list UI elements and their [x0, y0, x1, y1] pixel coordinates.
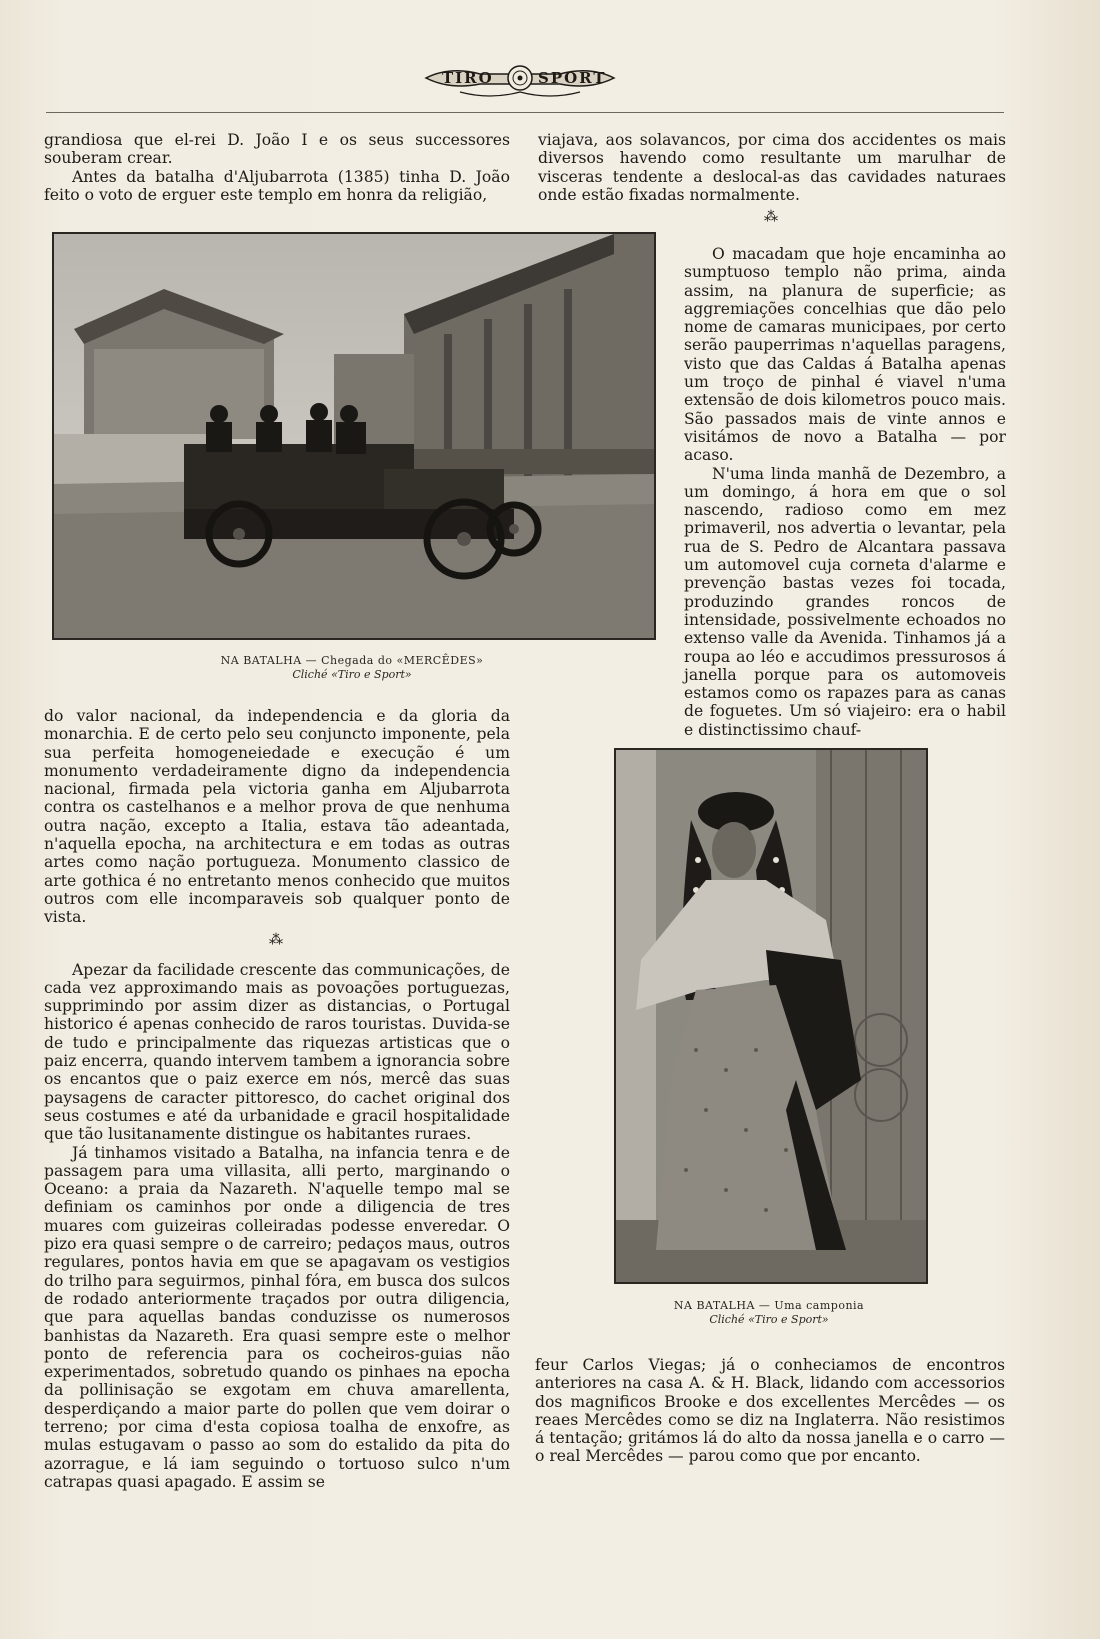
caption-title: NA BATALHA — Chegada do «MERCÊDES» — [220, 654, 484, 667]
paragraph: do valor nacional, da independencia e da gloria da monarchia. E de certo pelo seu conjuncto imponente, pela sua perfeita homogeneiedade e execução é um monumento verdadeiramente digno da independencia nacional, firmada pela victoria ganha em Aljubarrota contra os castelhanos e a melhor prova de que nenhuma outra nação, excepto a Italia, estava tão adeantada, n'aquella epocha, na architectura e em todas as outras artes como nação portugueza. Monumento classico de arte gothica é no entretanto menos conhecido que muitos outros com elle incomparaveis sob qualquer ponto de vista. — [44, 707, 510, 927]
photo-car-arrival — [52, 232, 656, 640]
caption-credit: Cliché «Tiro e Sport» — [709, 1313, 829, 1326]
header-rule — [46, 112, 1004, 113]
right-column-top — [538, 131, 1006, 238]
masthead-logo — [420, 56, 620, 104]
photo-car-caption — [52, 654, 652, 682]
paragraph: Apezar da facilidade crescente das communicações, de cada vez approximando mais as povoações portuguezas, supprimindo por assim dizer as distancias, o Portugal historico é apenas conhecido de raros touristas. Duvida-se de tudo e principalmente das riquezas artisticas que o paiz encerra, quando intervem tambem a ignorancia sobre os encantos que o paiz exerce em nós, mercê das suas paysagens de caracter pittoresco, do cachet original dos seus costumes e até da urbanidade e gracil hospitalidade que tão lusitanamente distingue os habitantes ruraes. — [44, 960, 510, 1144]
svg-text:TIRO: TIRO — [442, 69, 494, 87]
left-column-top — [44, 131, 510, 204]
photo-peasant-woman — [614, 748, 928, 1284]
paragraph: N'uma linda manhã de Dezembro, a um domingo, á hora em que o sol nascendo, radioso como em mez primaveril, nos advertia o levantar, pela rua de S. Pedro de Alcantara passava um automovel cuja corneta d'alarme e prevenção bastas vezes foi tocada, produzindo grandes roncos de intensidade, possivelmente echoados no extenso valle da Avenida. Tinhamos já a roupa ao léo e accudimos pressurosos á janella porque para os automoveis estamos como os rapazes para as canas de foguetes. Um só viajeiro: era o habil e distinctissimo chauf- — [684, 464, 1006, 739]
paragraph: viajava, aos solavancos, por cima dos accidentes os mais diversos havendo como resultante um marulhar de visceras tendente a deslocal-as das cavidades naturaes onde estão fixadas normalmente. — [538, 131, 1006, 204]
paragraph: O macadam que hoje encaminha ao sumptuoso templo não prima, ainda assim, na planura de superficie; as aggremiações concelhias que dão pelo nome de camaras municipaes, por certo serão pauperrimas n'aquellas paragens, visto que das Caldas á Batalha apenas um troço de pinhal é viavel n'uma extensão de dois kilometros pouco mais. São passados mais de vinte annos e visitámos de novo a Batalha — por acaso. — [684, 245, 1006, 465]
paragraph: grandiosa que el-rei D. João I e os seus successores souberam crear. — [44, 131, 510, 168]
left-column-mid — [44, 707, 510, 1491]
svg-text:SPORT: SPORT — [538, 69, 607, 87]
right-column-mid — [684, 245, 1006, 739]
photo-peasant-caption — [614, 1299, 924, 1327]
section-divider: ⁂ — [764, 209, 780, 226]
paragraph: Já tinhamos visitado a Batalha, na infancia tenra e de passagem para uma villasita, alli perto, marginando o Oceano: a praia da Nazareth. N'aquelle tempo mal se definiam os caminhos por onde a diligencia de tres muares com guizeiras colleiradas podesse enveredar. O pizo era quasi sempre o de carreiro; pedaços maus, outros regulares, pontos havia em que se apagavam os vestigios do trilho para seguirmos, pinhal fóra, em busca dos sulcos de rodado anteriormente traçados por outra diligencia, que para aquellas bandas conduzisse os numerosos banhistas da Nazareth. Era quasi sempre este o melhor ponto de referencia para os cocheiros-guias não experimentados, sobretudo quando os pinhaes na epocha da pollinisação se exgotam em chuva amarellenta, desperdiçando a maior parte do pollen que vem doirar o terreno; por cima d'esta copiosa toalha de enxofre, as mulas estugavam o passo ao som do estalido da pita do azorrague, e lá iam seguindo o tortuoso sulco n'um catrapas quasi apagado. E assim se — [44, 1143, 510, 1491]
paragraph: feur Carlos Viegas; já o conheciamos de encontros anteriores na casa A. & H. Black, lidando com accessorios dos magnificos Brooke e dos excellentes Mercêdes — os reaes Mercêdes como se diz na Inglaterra. Não resistimos á tentação; gritámos lá do alto da nossa janella e o carro — o real Mercêdes — parou como que por encanto. — [535, 1356, 1005, 1466]
caption-credit: Cliché «Tiro e Sport» — [292, 668, 412, 681]
section-divider: ⁂ — [269, 931, 285, 948]
paragraph: Antes da batalha d'Aljubarrota (1385) tinha D. João feito o voto de erguer este templo em honra da religião, — [44, 167, 510, 204]
caption-title: NA BATALHA — Uma camponia — [673, 1299, 865, 1312]
right-column-bottom — [535, 1356, 1005, 1466]
